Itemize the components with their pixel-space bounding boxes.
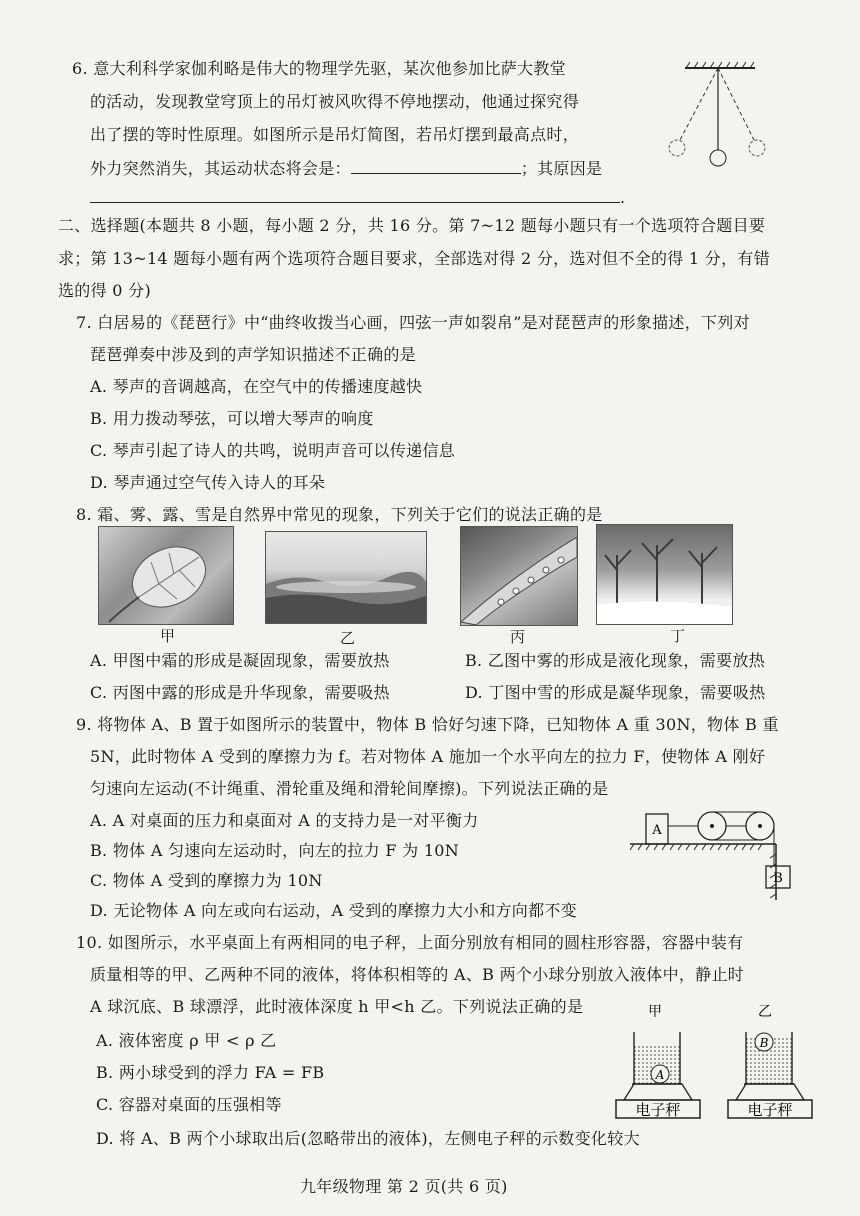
q8-line1: 8. 霜、雾、露、雪是自然界中常见的现象，下列关于它们的说法正确的是 [76,505,603,524]
q9-option-c: C. 物体 A 受到的摩擦力为 10N [90,871,323,890]
frost-photo [98,526,234,625]
scale-left-label: 电子秤 [635,1101,681,1119]
frost-leaf-drawing [99,527,233,624]
q6-line1: 6. 意大利科学家伽利略是伟大的物理学先驱，某次他参加比萨大教堂 [72,59,566,78]
answer-blank-1[interactable] [351,157,521,174]
snow-photo [596,524,733,625]
q10-option-b: B. 两小球受到的浮力 FA = FB [96,1063,325,1082]
q9-line2: 5N，此时物体 A 受到的摩擦力为 f。若对物体 A 施加一个水平向左的拉力 F，使物体 A 刚好 [90,747,766,766]
pendulum-figure [660,60,780,178]
ball-a-label: A [655,1068,665,1082]
dew-photo [460,526,578,626]
section2-line3: 选的得 0 分) [58,281,151,300]
q10-line1: 10. 如图所示，水平桌面上有两相同的电子秤，上面分别放有相同的圆柱形容器，容器中装有 [76,933,744,952]
q6-line3: 出了摆的等时性原理。如图所示是吊灯简图，若吊灯摆到最高点时， [90,125,580,144]
q10-option-d: D. 将 A、B 两个小球取出后(忽略带出的液体)，左侧电子秤的示数变化较大 [96,1129,640,1148]
q8-option-c: C. 丙图中露的形成是升华现象，需要吸热 [90,683,390,702]
caption-yi: 乙 [340,629,356,647]
q10-line2: 质量相等的甲、乙两种不同的液体，将体积相等的 A、B 两个小球分别放入液体中，静止时 [90,965,745,984]
pendulum-right-dashed [718,68,754,140]
ball-b-label: B [759,1036,769,1050]
block-b-label: B [773,871,783,886]
section2-line1: 二、选择题(本题共 8 小题，每小题 2 分，共 16 分。第 7~12 题每小题只有一个选项符合题目要 [58,216,766,235]
q6-line5 [90,186,625,209]
caption-jia: 甲 [160,627,176,645]
pendulum-left-dashed [680,68,718,140]
q7-option-b: B. 用力拨动琴弦，可以增大琴声的响度 [90,409,374,428]
q9-line1: 9. 将物体 A、B 置于如图所示的装置中，物体 B 恰好匀速下降，已知物体 A 重 30N，物体 B 重 [76,715,779,734]
q6-line4 [90,157,602,180]
page-footer: 九年级物理 第 2 页(共 6 页) [300,1177,508,1196]
q6-line4-text: 外力突然消失，其运动状态将会是： [90,159,351,178]
pulley-figure [628,800,800,904]
q10-option-c: C. 容器对桌面的压强相等 [96,1095,282,1114]
q9-option-b: B. 物体 A 匀速向左运动时，向左的拉力 F 为 10N [90,841,460,860]
scale-right-label: 电子秤 [747,1101,793,1119]
q9-line3: 匀速向左运动(不计绳重、滑轮重及绳和滑轮间摩擦)。下列说法正确的是 [90,779,609,798]
q9-option-a: A. A 对桌面的压力和桌面对 A 的支持力是一对平衡力 [90,811,479,830]
container-jia-label: 甲 [648,1004,662,1020]
fog-photo [265,531,427,624]
lamp-left [669,140,685,156]
q7-line1: 7. 白居易的《琵琶行》中“曲终收拨当心画，四弦一声如裂帛”是对琵琶声的形象描述，下列对 [76,313,750,332]
q6-line5-end: . [620,188,626,207]
lamp-center [710,150,726,166]
lamp-right [749,140,765,156]
q8-option-b: B. 乙图中雾的形成是液化现象，需要放热 [465,651,765,670]
q8-option-a: A. 甲图中霜的形成是凝固现象，需要放热 [90,651,390,670]
caption-bing: 丙 [510,628,526,646]
q7-option-a: A. 琴声的音调越高，在空气中的传播速度越快 [90,377,423,396]
fog-landscape-drawing [266,532,426,623]
q7-option-d: D. 琴声通过空气传入诗人的耳朵 [90,473,326,492]
q10-option-a: A. 液体密度 ρ 甲 < ρ 乙 [96,1031,277,1050]
caption-ding: 丁 [670,627,686,645]
q9-option-d: D. 无论物体 A 向左或向右运动，A 受到的摩擦力大小和方向都不变 [90,901,577,920]
q8-option-d: D. 丁图中雪的形成是凝华现象，需要吸热 [465,683,766,702]
q7-option-c: C. 琴声引起了诗人的共鸣，说明声音可以传递信息 [90,441,456,460]
dew-blade-drawing [461,527,577,625]
snow-trees-drawing [597,525,732,624]
q6-line2: 的活动，发现教堂穹顶上的吊灯被风吹得不停地摆动，他通过探究得 [90,92,580,111]
block-a-label: A [652,823,662,838]
q10-line3: A 球沉底、B 球漂浮，此时液体深度 h 甲<h 乙。下列说法正确的是 [90,997,584,1016]
section2-line2: 求；第 13~14 题每小题有两个选项符合题目要求，全部选对得 2 分，选对但不全的得 1 分，有错 [58,249,771,268]
q6-line4-tail: ；其原因是 [520,159,603,178]
container-yi-label: 乙 [758,1004,772,1020]
containers-figure [610,1002,820,1122]
answer-blank-2[interactable] [90,186,620,203]
q7-line2: 琵琶弹奏中涉及到的声学知识描述不正确的是 [90,345,417,364]
